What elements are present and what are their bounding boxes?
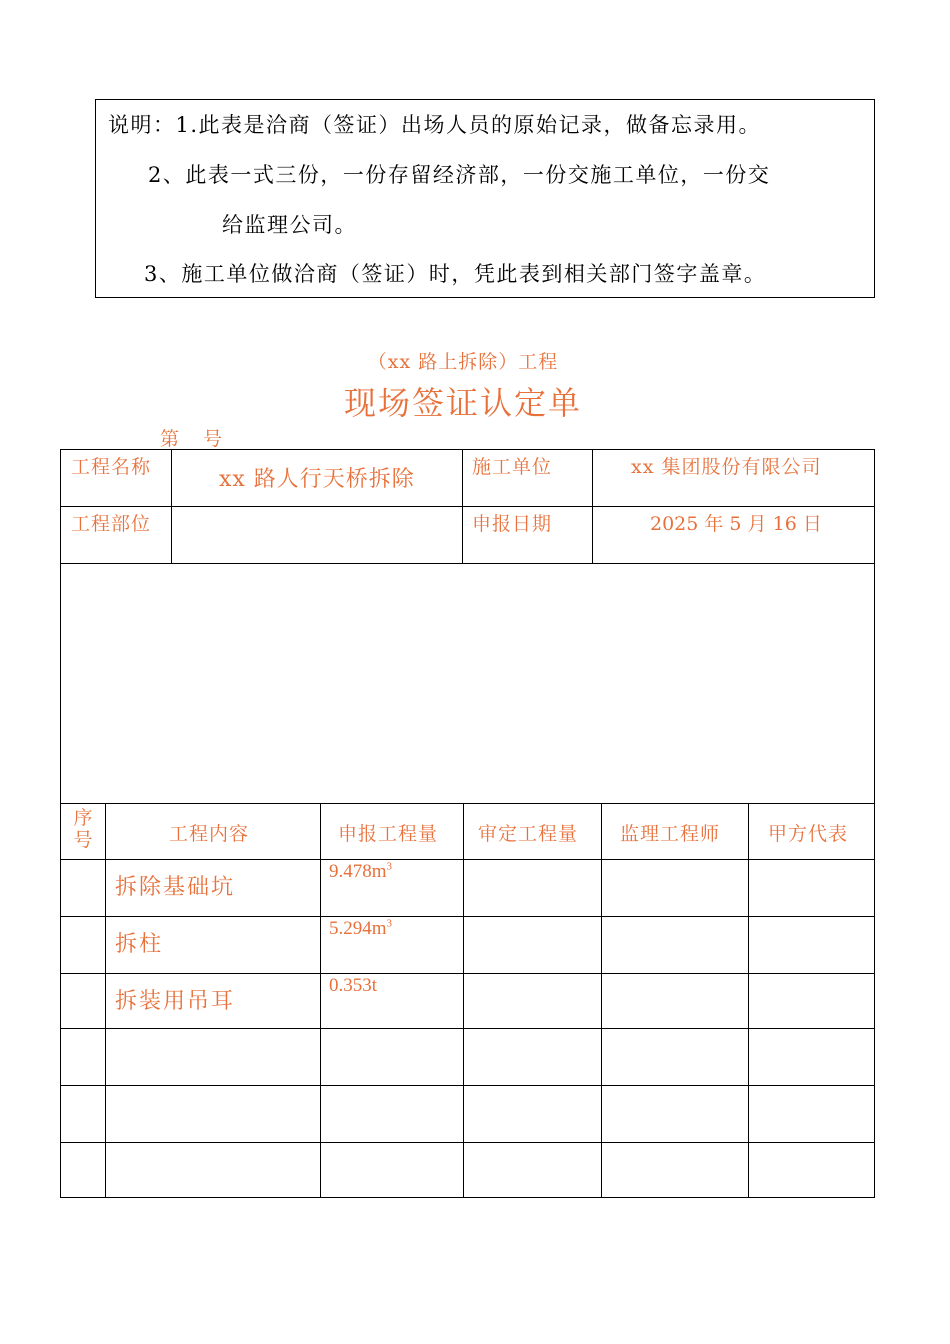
notes-box: [95, 99, 875, 298]
form-number: [160, 424, 222, 451]
note-line-1: [108, 110, 761, 140]
grid-line: [61, 506, 875, 507]
grid-line: [61, 1085, 875, 1086]
row-2-content: 拆柱: [115, 932, 164, 957]
column-header-seq: 序号: [73, 807, 93, 851]
grid-line: [61, 1142, 875, 1143]
grid-line: [748, 803, 749, 1198]
note-prefix: 说明：: [108, 113, 176, 137]
row-1-content: 拆除基础坑: [115, 875, 236, 900]
grid-line: [463, 803, 464, 1198]
project-name-label: 工程名称: [71, 456, 152, 478]
number-suffix: 号: [203, 428, 223, 450]
note-line-3: 3、施工单位做洽商（签证）时，凭此表到相关部门签字盖章。: [144, 262, 767, 286]
page-title: 现场签证认定单: [343, 384, 582, 422]
contractor-value: xx 集团股份有限公司: [631, 456, 822, 478]
row-2-reported-qty: $5.294m^3$: [329, 917, 393, 939]
contractor-label: 施工单位: [472, 456, 553, 478]
grid-line: [105, 803, 106, 1198]
number-prefix: 第: [160, 428, 180, 450]
grid-line: [61, 859, 875, 860]
grid-line: [171, 450, 172, 563]
project-name-value: xx 路人行天桥拆除: [219, 467, 415, 492]
grid-line: [462, 450, 463, 563]
grid-line: [61, 803, 875, 804]
location-label: 工程部位: [71, 513, 152, 535]
grid-line: [61, 973, 875, 974]
grid-line: [61, 563, 875, 564]
column-header-approved-qty: 审定工程量: [478, 823, 579, 845]
grid-line: [592, 450, 593, 563]
note-line-2: 2、此表一式三份，一份存留经济部，一份交施工单位，一份交: [148, 163, 771, 187]
column-header-reported-qty: 申报工程量: [338, 823, 439, 845]
project-subtitle: （xx 路上拆除）工程: [367, 351, 559, 373]
column-header-supervisor: 监理工程师: [620, 823, 721, 845]
grid-line: [61, 1028, 875, 1029]
row-1-reported-qty: $9.478m^3$: [329, 860, 393, 882]
report-date-value: 2025 年 5 月 16 日: [650, 513, 822, 535]
grid-line: [320, 803, 321, 1198]
column-header-content: 工程内容: [169, 823, 250, 845]
signoff-form-table: [60, 449, 875, 1198]
grid-line: [61, 916, 875, 917]
note-text-1: 1.此表是洽商（签证）出场人员的原始记录，做备忘录用。: [175, 113, 762, 137]
row-3-reported-qty: 0.353t: [329, 975, 378, 996]
report-date-label: 申报日期: [472, 513, 553, 535]
column-header-owner-rep: 甲方代表: [768, 823, 849, 845]
note-line-2-cont: 给监理公司。: [222, 213, 357, 237]
grid-line: [601, 803, 602, 1198]
row-3-content: 拆装用吊耳: [115, 989, 236, 1014]
